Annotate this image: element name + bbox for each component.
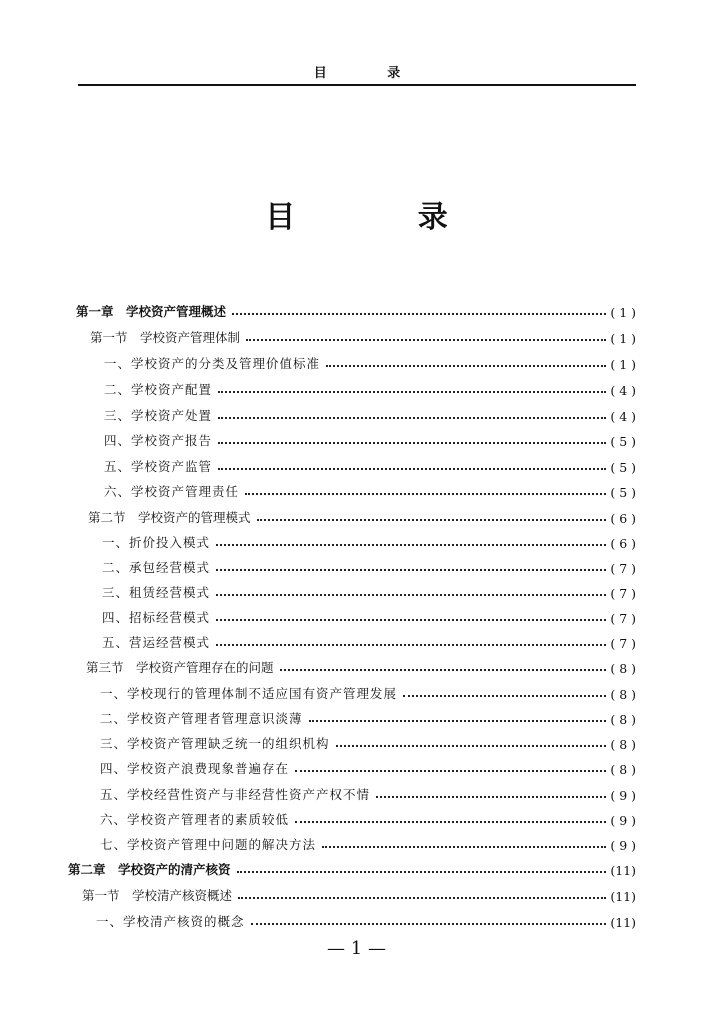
dot-leader xyxy=(376,796,606,798)
dot-leader xyxy=(216,544,606,546)
toc-entry-label: 一、学校现行的管理体制不适应国有资产管理发展 xyxy=(100,686,398,701)
toc-entry-label: 一、折价投入模式 xyxy=(102,535,211,550)
toc-entry-label: 二、学校资产管理者管理意识淡薄 xyxy=(100,711,303,726)
toc-entry-item[interactable] xyxy=(100,682,636,702)
dot-leader xyxy=(216,644,606,646)
toc-entry-chapter[interactable] xyxy=(76,300,636,320)
toc-entry-label: 第二节 学校资产的管理模式 xyxy=(88,510,251,525)
toc-page-number: (11) xyxy=(610,863,636,878)
toc-entry-item[interactable] xyxy=(102,606,636,626)
toc-entry-label: 六、学校资产管理责任 xyxy=(104,484,240,499)
toc-page-number: ( 1 ) xyxy=(610,331,636,346)
dot-leader xyxy=(295,821,606,823)
toc-entry-item[interactable] xyxy=(102,631,636,651)
dot-leader xyxy=(322,846,606,848)
toc-page-number: (11) xyxy=(610,915,636,930)
toc-page-number: ( 4 ) xyxy=(610,383,636,398)
dot-leader xyxy=(232,313,606,315)
toc-page-number: (11) xyxy=(610,889,636,904)
toc-entry-label: 二、承包经营模式 xyxy=(102,560,211,575)
toc-entry-item[interactable] xyxy=(100,833,636,853)
toc-page-number: ( 1 ) xyxy=(610,305,636,320)
toc-entry-item[interactable] xyxy=(104,480,636,500)
toc-entry-item[interactable] xyxy=(104,404,636,424)
toc-entry-section[interactable] xyxy=(82,884,636,904)
dot-leader xyxy=(218,391,606,393)
toc-entry-item[interactable] xyxy=(102,581,636,601)
page-title: 目 录 xyxy=(265,200,504,235)
toc-entry-label: 五、学校经营性资产与非经营性资产产权不情 xyxy=(100,787,371,802)
dot-leader xyxy=(218,468,606,470)
toc-entry-label: 六、学校资产管理者的素质较低 xyxy=(100,812,290,827)
toc-entry-item[interactable] xyxy=(100,707,636,727)
toc-entry-label: 第一节 学校资产管理体制 xyxy=(90,330,241,345)
toc-entry-section[interactable] xyxy=(90,326,636,346)
toc-entry-section[interactable] xyxy=(88,506,636,526)
toc-entry-item[interactable] xyxy=(100,757,636,777)
toc-entry-label: 四、学校资产浪费现象普遍存在 xyxy=(100,761,290,776)
toc-entry-item[interactable] xyxy=(104,378,636,398)
toc-page-number: ( 1 ) xyxy=(610,357,636,372)
dot-leader xyxy=(336,745,607,747)
toc-page-number: ( 9 ) xyxy=(610,838,636,853)
toc-entry-label: 四、学校资产报告 xyxy=(104,433,213,448)
toc-page-number: ( 9 ) xyxy=(610,813,636,828)
toc-page-number: ( 7 ) xyxy=(610,586,636,601)
dot-leader xyxy=(238,897,606,899)
toc-entry-label: 第一章 学校资产管理概述 xyxy=(76,304,227,319)
toc-page-number: ( 5 ) xyxy=(610,434,636,449)
toc-entry-item[interactable] xyxy=(100,783,636,803)
toc-entry-label: 第三节 学校资产管理存在的问题 xyxy=(86,660,274,675)
toc-page-number: ( 5 ) xyxy=(610,460,636,475)
dot-leader xyxy=(218,417,606,419)
toc-entry-item[interactable] xyxy=(104,352,636,372)
toc-page-number: ( 8 ) xyxy=(610,737,636,752)
toc-page-number: ( 8 ) xyxy=(610,661,636,676)
toc-page-number: ( 8 ) xyxy=(610,712,636,727)
running-head: 目 录 xyxy=(313,66,429,81)
toc-page-number: ( 6 ) xyxy=(610,536,636,551)
toc-entry-item[interactable] xyxy=(100,808,636,828)
toc-page-number: ( 7 ) xyxy=(610,636,636,651)
toc-entry-item[interactable] xyxy=(104,455,636,475)
toc-entry-item[interactable] xyxy=(96,910,636,930)
toc-entry-label: 第一节 学校清产核资概述 xyxy=(82,888,233,903)
toc-entry-chapter[interactable] xyxy=(68,858,636,878)
toc-entry-label: 二、学校资产配置 xyxy=(104,382,213,397)
toc-entry-label: 四、招标经营模式 xyxy=(102,610,211,625)
toc-page-number: ( 8 ) xyxy=(610,762,636,777)
toc-entry-label: 三、租赁经营模式 xyxy=(102,585,211,600)
toc-entry-item[interactable] xyxy=(102,556,636,576)
toc-entry-section[interactable] xyxy=(86,656,636,676)
toc-entry-label: 一、学校资产的分类及管理价值标准 xyxy=(104,356,321,371)
toc-entry-item[interactable] xyxy=(102,531,636,551)
dot-leader xyxy=(257,519,607,521)
dot-leader xyxy=(309,720,607,722)
dot-leader xyxy=(216,619,606,621)
dot-leader xyxy=(246,339,606,341)
dot-leader xyxy=(218,442,606,444)
dot-leader xyxy=(326,365,606,367)
toc-entry-label: 五、学校资产监管 xyxy=(104,459,213,474)
dot-leader xyxy=(403,695,606,697)
dot-leader xyxy=(295,770,606,772)
toc-page-number: ( 7 ) xyxy=(610,561,636,576)
toc-page-number: ( 9 ) xyxy=(610,788,636,803)
toc-entry-label: 五、营运经营模式 xyxy=(102,635,211,650)
dot-leader xyxy=(245,493,606,495)
toc-entry-label: 第二章 学校资产的清产核资 xyxy=(68,862,231,877)
toc-page-number: ( 4 ) xyxy=(610,409,636,424)
toc-entry-item[interactable] xyxy=(104,429,636,449)
toc-entry-label: 七、学校资产管理中问题的解决方法 xyxy=(100,837,317,852)
dot-leader xyxy=(251,923,607,925)
dot-leader xyxy=(216,594,606,596)
toc-entry-label: 三、学校资产管理缺乏统一的组织机构 xyxy=(100,736,330,751)
toc-entry-label: 一、学校清产核资的概念 xyxy=(96,914,245,929)
toc-entry-item[interactable] xyxy=(100,732,636,752)
page-number-footer: — 1 — xyxy=(327,938,386,959)
toc-page-number: ( 6 ) xyxy=(610,511,636,526)
dot-leader xyxy=(280,669,607,671)
toc-page-number: ( 7 ) xyxy=(610,611,636,626)
toc-entry-label: 三、学校资产处置 xyxy=(104,408,213,423)
dot-leader xyxy=(216,569,606,571)
toc-page-number: ( 5 ) xyxy=(610,485,636,500)
dot-leader xyxy=(237,871,607,873)
toc-page-number: ( 8 ) xyxy=(610,687,636,702)
header-rule xyxy=(78,84,636,86)
